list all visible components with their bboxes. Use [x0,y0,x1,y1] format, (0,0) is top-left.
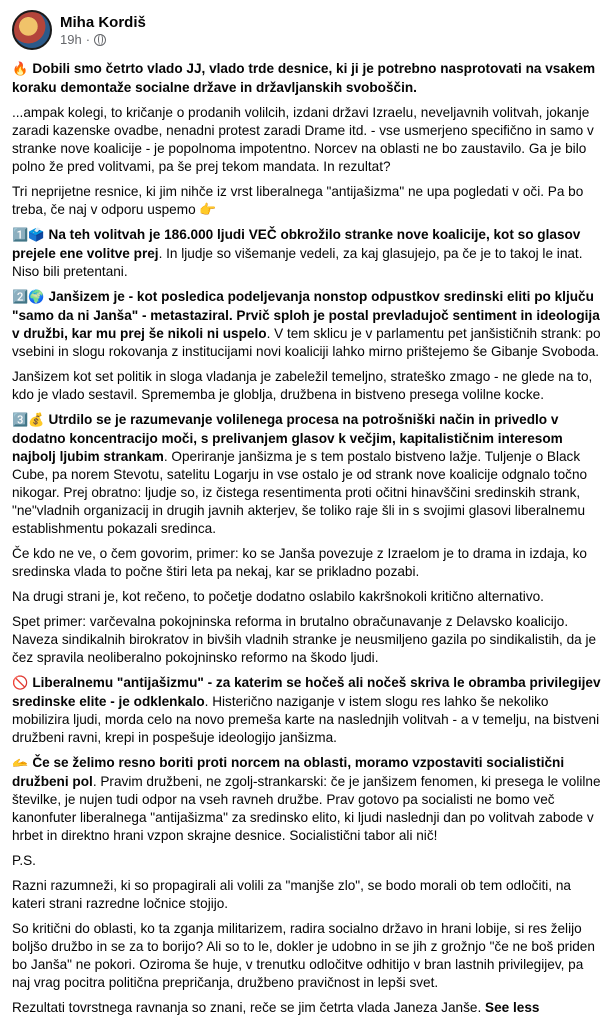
paragraph-text: P.S. [12,853,36,868]
post-paragraph [12,104,604,176]
paragraph-lead: Utrdilo se je razumevanje volilenega procesa na potrošniški način in privedlo v dodatno koncentracijo moči, s prelivanjem glasov k večjim, kapitalističnim interesom najbolj ljubim strankam [12,412,563,464]
paragraph-text: Janšizem kot set politik in sloga vladanja je zabeležil temeljno, strateško zmago - ne glede na to, kdo je vlado sestavil. Sprememba je globlja, družbena in bistveno presega volilne kocke. [12,369,593,402]
paragraph-text: . V tem sklicu je v parlamentu pet janšističnih strank: po vsebini in slogu rokovanja z institucijami novi koaliciji lahko mirno prištejemo še Gibanje Svoboda. [12,326,601,359]
post-paragraph [12,226,604,281]
paragraph-lead: Dobili smo četrto vlado JJ, vlado trde desnice, ki ji je potrebno nasprotovati na vsakem koraku demontaže socialne države in državljanskih svoboščin. [12,61,596,95]
paragraph-emoji-icon: 2️⃣🌍 [12,290,49,305]
paragraph-emoji-icon: 🫴 [12,756,33,771]
paragraph-emoji-icon: 🚫 [12,676,33,691]
paragraph-emoji-icon: 🔥 [12,62,33,77]
separator-dot: · [85,31,91,47]
post-subline [60,32,146,48]
paragraph-lead: Če se želimo resno boriti proti norcem na oblasti, moramo vzpostaviti socialistični družbeni pol [12,755,565,789]
post-paragraph [12,545,604,581]
post-paragraph [12,60,604,97]
paragraph-lead: Janšizem je - kot posledica podeljevanja nonstop odpustkov sredinski eliti po ključu "samo da ni Janša" - metastaziral. Prvič sploh je postal prevladujoč sentiment in ideologija v družbi, kar mu prej še nikoli ni uspelo [12,289,600,341]
post-paragraph [12,920,604,992]
post-header [12,0,604,58]
paragraph-text: So kritični do oblasti, ko ta zganja militarizem, radira socialno državo in hrani lobije, si res želijo boljšo družbo in se za to borijo? Ali so to le, dokler je udobno in se jih z grožnjo "če ne boš priden bo Janša" ne pokori. Oziroma še huje, v trenutku odločitve odhitijo v bran lastnih privilegijev, pa naj vrag pocitra politična prepričanja, družbeno pravičnost in lepši svet. [12,921,595,990]
author-avatar[interactable] [12,10,52,50]
paragraph-emoji-icon: 1️⃣🗳️ [12,228,49,243]
post-paragraph [12,588,604,606]
post-paragraph [12,674,604,747]
post-paragraph [12,411,604,538]
post-paragraph [12,754,604,845]
paragraph-text: Na drugi strani je, kot rečeno, to početje dodatno oslabilo kakršnokoli kritično alternativo. [12,589,544,604]
post-time[interactable]: 19h [60,31,82,47]
paragraph-lead: Na teh volitvah je 186.000 ljudi VEČ obkrožilo stranke nove koalicije, kot so glasov prejele ene volitve prej [12,227,581,261]
paragraph-text: . In ljudje so višemanje vedeli, za kaj glasujejo, pa če je to takoj le inat. Niso bili pretentani. [12,246,583,279]
post-paragraph [12,183,604,219]
paragraph-text: Rezultati tovrstnega ravnanja so znani, reče se jim četrta vlada Janeza Janše. [12,1000,482,1015]
paragraph-text: . Histerično naziganje v istem slogu res lahko še nekoliko mobilizira ljudi, morda celo na novo premeša karte na naslednjih volitvah - a v temelju, na bistveni družbeni ravni, krepi in pospešuje ideologijo janšizma. [12,694,600,745]
paragraph-text: . Pravim družbeni, ne zgolj-strankarski: če je janšizem fenomen, ki presega le volilne številke, je nujen tudi odpor na vseh ravneh družbe. Prav gotovo pa socialisti ne bomo več kanonfuter liberalnega "antijašizma" za sredinsko elito, ki ljudi naslednji dan po volitvah zabode v hrbet in direktno hrani vzpon skrajne desnice. Socialistični tabor ali nič! [12,774,601,843]
globe-icon [94,34,106,46]
paragraph-text: Tri neprijetne resnice, ki jim nihče iz vrst liberalnega "antijašizma" ne upa pogledati v oči. Pa bo treba, če naj v odporu uspemo 👉 [12,184,584,217]
post-paragraph [12,852,604,870]
post-meta [60,13,146,48]
paragraph-text: Spet primer: varčevalna pokojninska reforma in brutalno obračunavanje z Delavsko koalicijo. Naveza sindikalnih birokratov in bivših vladnih stranke je neusmiljeno gazila po sindikalistih, da je čez spravila neoliberalno pokojninsko reformo na škodo ljudi. [12,614,597,665]
post-paragraph [12,368,604,404]
post-paragraph [12,288,604,361]
author-name[interactable]: Miha Kordiš [60,13,146,31]
paragraph-text: . Operiranje janšizma je s tem postalo bistveno lažje. Tuljenje o Black Cube, pa norem Stevotu, satelitu Logarju in vse ostalo je od strank nove koalicije odgnalo točno nikogar. Prej obratno: ljudje so, iz čistega resentimenta proti očitni hinavščini sredinskih strank, "ne"vladnih organizacij in drugih javnih akterjev, še toliko raje šli in s svojimi glasovi liberalnemu establishmentu pokazali sredinca. [12,449,588,536]
paragraph-text: Razni razumneži, ki so propagirali ali volili za "manjše zlo", se bodo morali ob tem odločiti, na kateri strani razredne ločnice stojijo. [12,878,571,911]
post-paragraph [12,999,604,1017]
post-paragraph [12,877,604,913]
paragraph-text: ...ampak kolegi, to kričanje o prodanih volilcih, izdani državi Izraelu, neveljavnih volitvah, jokanje zaradi kazenske ovadbe, nenadni protest zaradi Drame itd. - vse usmerjeno specifično in samo v stranke nove koalicije - je popolnoma impotentno. Norcev na oblasti ne bo zaustavilo. Ga je bilo polno že pred volitvami, pa še prej tekom mandata. In rezultat? [12,105,594,174]
see-less-link[interactable]: See less [485,1000,540,1015]
post-paragraph [12,613,604,667]
paragraph-text: Če kdo ne ve, o čem govorim, primer: ko se Janša povezuje z Izraelom je to drama in izdaja, ko sredinska vlada to počne štiri leta pa nekaj, kar se prikladno pozabi. [12,546,587,579]
paragraph-emoji-icon: 3️⃣💰 [12,413,49,428]
paragraph-lead: Liberalnemu "antijašizmu" - za katerim se hočeš ali nočeš skriva le obramba privilegijev sredinske elite - je odklenkalo [12,675,601,709]
post-body [12,60,604,1017]
